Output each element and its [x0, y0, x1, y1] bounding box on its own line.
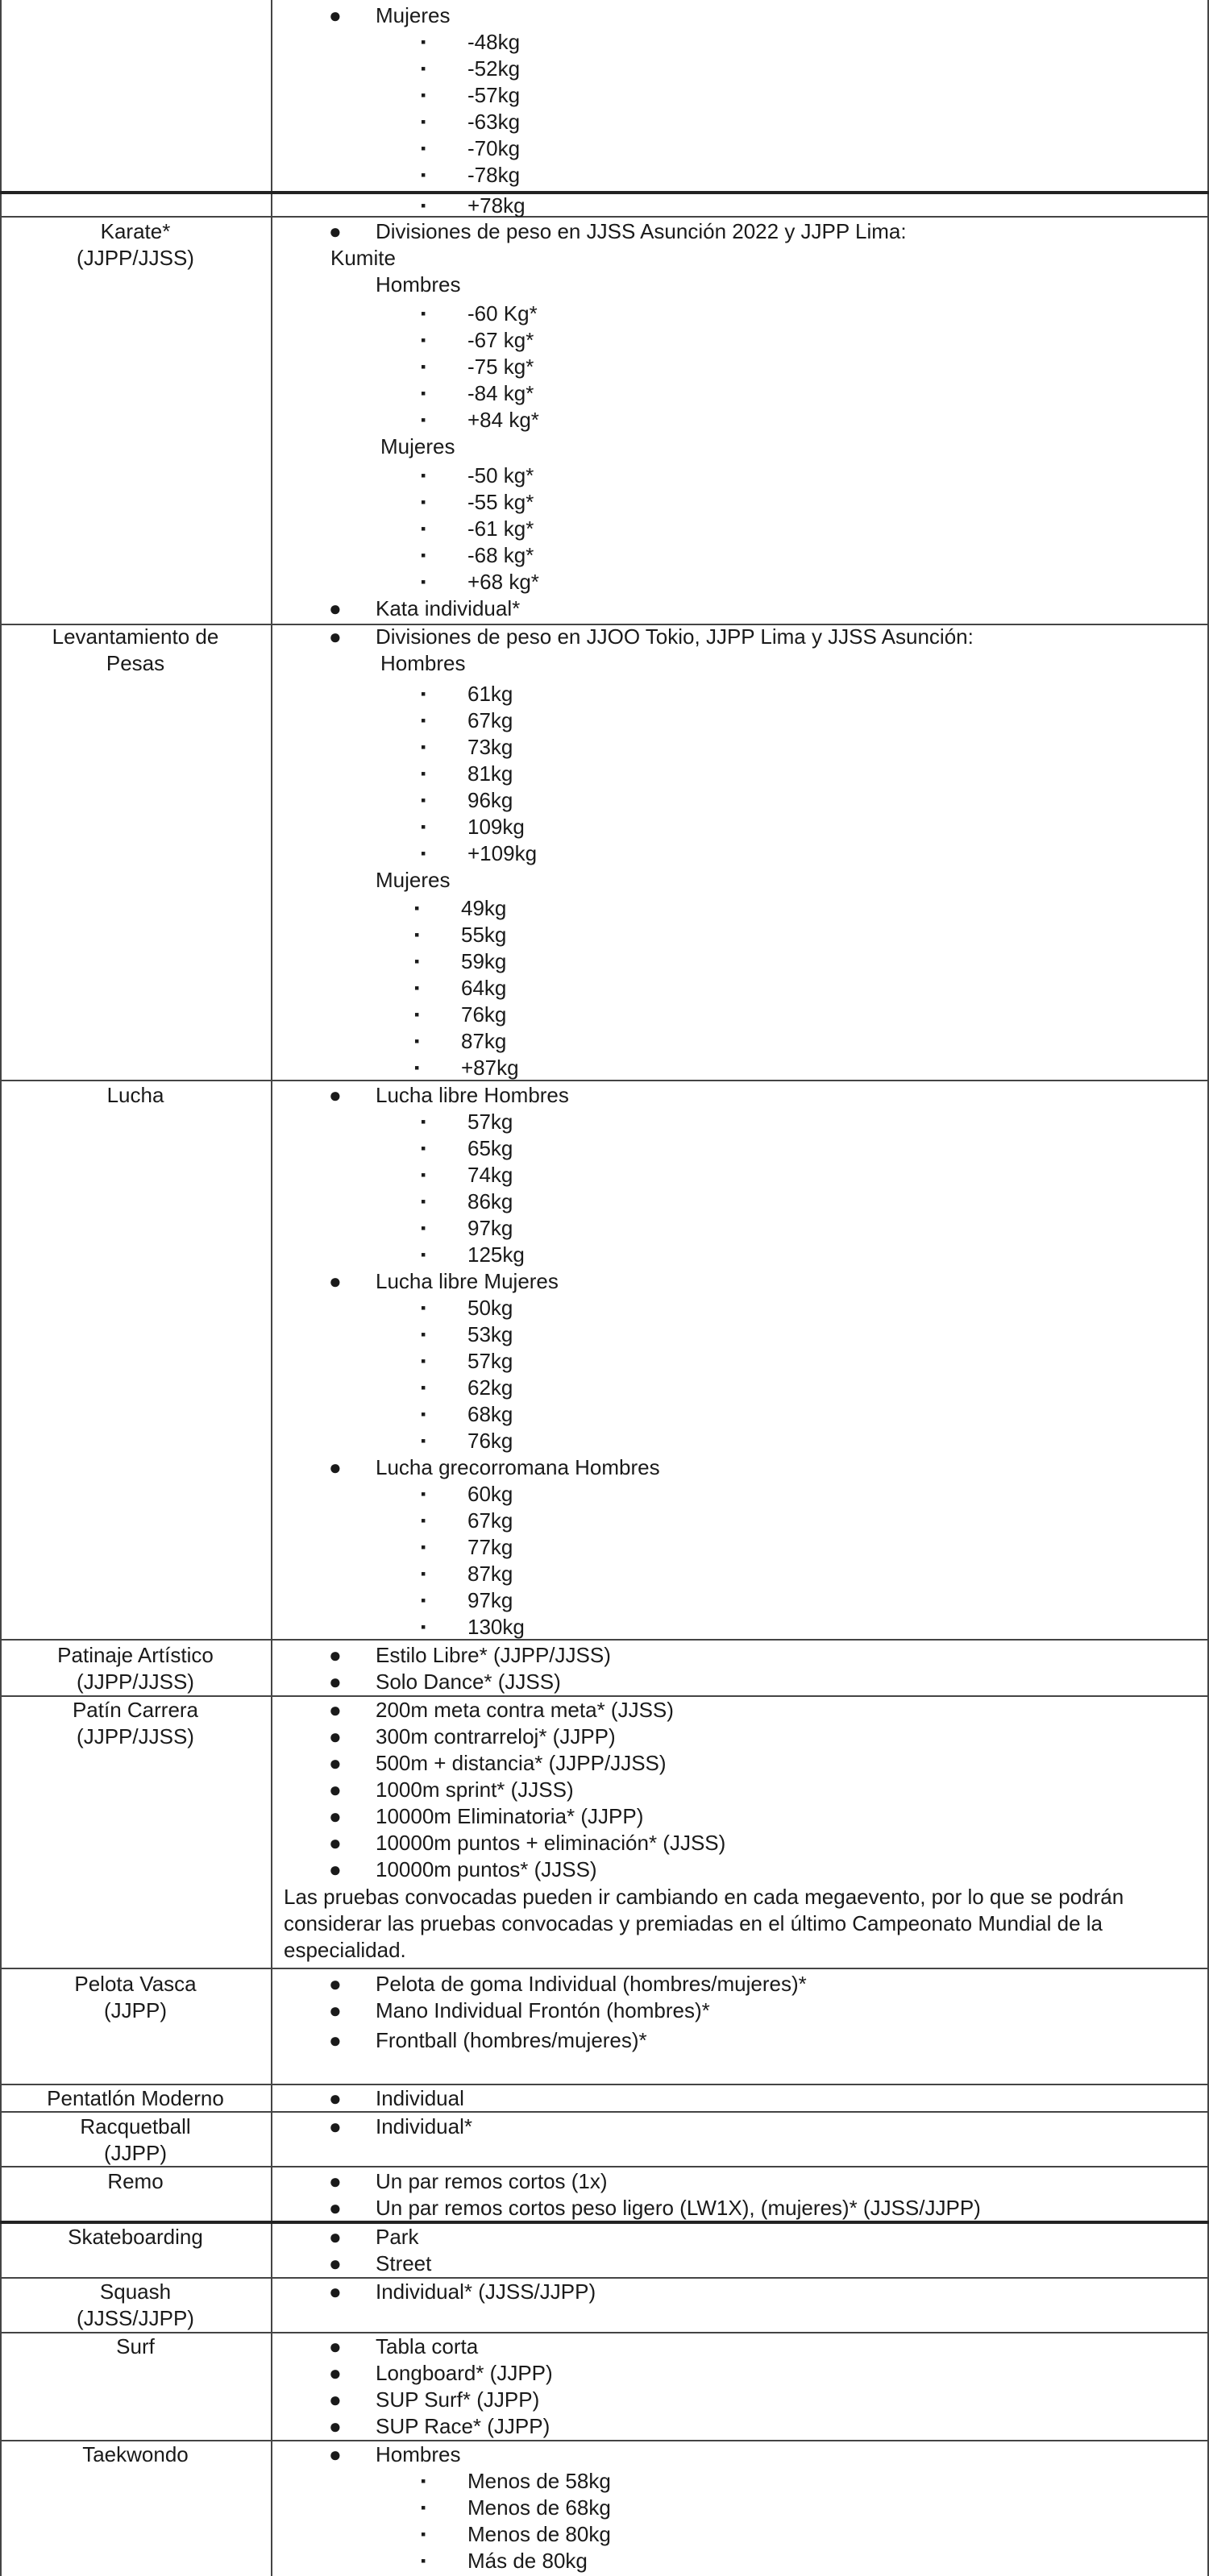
square-bullet: ▪	[414, 1006, 420, 1023]
bullet: ●	[329, 2334, 342, 2358]
list-item: Frontball (hombres/mujeres)*	[376, 2028, 647, 2052]
bullet: ●	[329, 2225, 342, 2249]
weight-item: -52kg	[467, 56, 521, 81]
square-bullet: ▪	[414, 1060, 420, 1076]
weight-item: -48kg	[467, 30, 521, 54]
list-item: 500m + distancia* (JJPP/JJSS)	[376, 1751, 667, 1775]
weight-item: +87kg	[461, 1056, 519, 1080]
weight-item: -70kg	[467, 136, 521, 160]
list-item: Individual* (JJSS/JJPP)	[376, 2279, 596, 2304]
group-label: Mujeres	[376, 3, 451, 27]
bullet: ●	[329, 1724, 342, 1748]
bullet: ●	[329, 1998, 342, 2022]
square-bullet: ▪	[421, 385, 426, 401]
square-bullet: ▪	[421, 1566, 426, 1582]
weight-item: 97kg	[467, 1216, 513, 1240]
square-bullet: ▪	[421, 305, 426, 321]
weight-item: 57kg	[467, 1110, 513, 1134]
list-item: Tabla corta	[376, 2334, 479, 2358]
square-bullet: ▪	[421, 2526, 426, 2542]
bullet: ●	[329, 1698, 342, 1722]
list-item: 10000m Eliminatoria* (JJPP)	[376, 1804, 644, 1828]
weight-item: 60kg	[467, 1482, 513, 1506]
sport-name: Pelota Vasca	[74, 1972, 197, 1996]
list-item: Mano Individual Frontón (hombres)*	[376, 1998, 710, 2022]
row-divider	[0, 1639, 1209, 1641]
list-item: SUP Race* (JJPP)	[376, 2414, 550, 2438]
note-paragraph: especialidad.	[284, 1938, 406, 1962]
square-bullet: ▪	[421, 686, 426, 702]
sport-name: Racquetball	[80, 2114, 191, 2138]
list-item: Street	[376, 2251, 432, 2275]
square-bullet: ▪	[421, 845, 426, 861]
row-divider	[0, 216, 1209, 218]
group-label: Mujeres	[380, 434, 455, 458]
bullet: ●	[329, 2442, 342, 2466]
note-paragraph: Las pruebas convocadas pueden ir cambiando en cada megaevento, por lo que se podrán	[284, 1885, 1124, 1909]
square-bullet: ▪	[421, 2499, 426, 2516]
column-divider	[271, 0, 272, 2576]
group-label: Hombres	[380, 651, 466, 675]
list-item: Lucha libre Mujeres	[376, 1269, 559, 1293]
square-bullet: ▪	[414, 953, 420, 969]
square-bullet: ▪	[421, 1140, 426, 1156]
square-bullet: ▪	[421, 521, 426, 537]
square-bullet: ▪	[421, 1512, 426, 1529]
bullet: ●	[329, 1670, 342, 1694]
weight-item: 50kg	[467, 1296, 513, 1320]
subheading: Kumite	[330, 246, 396, 270]
square-bullet: ▪	[421, 332, 426, 348]
group-label: Mujeres	[376, 868, 451, 892]
sport-name: Patinaje Artístico	[57, 1643, 214, 1667]
weight-item: 62kg	[467, 1375, 513, 1400]
square-bullet: ▪	[414, 980, 420, 996]
bullet: ●	[329, 2279, 342, 2304]
list-item: Un par remos cortos peso ligero (LW1X), (mujeres)* (JJSS/JJPP)	[376, 2196, 981, 2220]
sport-qualifier: (JJPP/JJSS)	[77, 246, 194, 270]
weight-item: 73kg	[467, 735, 513, 759]
square-bullet: ▪	[414, 900, 420, 916]
list-item: 200m meta contra meta* (JJSS)	[376, 1698, 674, 1722]
list-item: 300m contrarreloj* (JJPP)	[376, 1724, 616, 1748]
weight-item: 77kg	[467, 1535, 513, 1559]
list-item: Lucha libre Hombres	[376, 1083, 569, 1107]
list-item: SUP Surf* (JJPP)	[376, 2387, 540, 2412]
square-bullet: ▪	[421, 1539, 426, 1555]
list-item: Divisiones de peso en JJSS Asunción 2022 y JJPP Lima:	[376, 219, 907, 243]
square-bullet: ▪	[421, 2473, 426, 2489]
weight-item: 64kg	[461, 976, 507, 1000]
weight-item: -60 Kg*	[467, 301, 538, 326]
list-item: Individual	[376, 2086, 464, 2110]
sport-name: Karate*	[100, 219, 171, 243]
square-bullet: ▪	[421, 114, 426, 130]
weight-item: +109kg	[467, 841, 538, 865]
weight-item: 125kg	[467, 1242, 525, 1267]
weight-item: -50 kg*	[467, 463, 534, 487]
bullet: ●	[329, 2114, 342, 2138]
square-bullet: ▪	[421, 359, 426, 375]
weight-item: 57kg	[467, 1349, 513, 1373]
weight-item: -78kg	[467, 163, 521, 187]
bullet: ●	[329, 1643, 342, 1667]
square-bullet: ▪	[421, 1619, 426, 1635]
weight-item: -63kg	[467, 110, 521, 134]
bullet: ●	[329, 2251, 342, 2275]
bullet: ●	[329, 2086, 342, 2110]
bullet: ●	[329, 2361, 342, 2385]
bullet: ●	[329, 2414, 342, 2438]
bullet: ●	[329, 1804, 342, 1828]
list-item: Longboard* (JJPP)	[376, 2361, 553, 2385]
square-bullet: ▪	[421, 765, 426, 782]
square-bullet: ▪	[421, 87, 426, 103]
row-divider	[0, 1968, 1209, 1969]
bullet: ●	[329, 1083, 342, 1107]
square-bullet: ▪	[421, 1592, 426, 1608]
weight-item: 109kg	[467, 815, 525, 839]
bullet: ●	[329, 1857, 342, 1881]
square-bullet: ▪	[421, 1247, 426, 1263]
list-item: Individual*	[376, 2114, 472, 2138]
weight-item: Menos de 68kg	[467, 2495, 611, 2520]
square-bullet: ▪	[421, 2553, 426, 2569]
list-item: Lucha grecorromana Hombres	[376, 1455, 660, 1479]
list-item: 10000m puntos + eliminación* (JJSS)	[376, 1831, 726, 1855]
sport-qualifier: (JJPP/JJSS)	[77, 1724, 194, 1748]
square-bullet: ▪	[414, 1033, 420, 1049]
group-label: Hombres	[376, 272, 461, 297]
square-bullet: ▪	[421, 739, 426, 755]
weight-item: Más de 80kg	[467, 2549, 588, 2573]
square-bullet: ▪	[421, 467, 426, 483]
square-bullet: ▪	[421, 494, 426, 510]
weight-item: -57kg	[467, 83, 521, 107]
weight-item: -75 kg*	[467, 355, 534, 379]
list-item: 1000m sprint* (JJSS)	[376, 1777, 574, 1802]
bullet: ●	[329, 1455, 342, 1479]
weight-item: 86kg	[467, 1189, 513, 1213]
weight-item: 55kg	[461, 923, 507, 947]
square-bullet: ▪	[421, 1406, 426, 1422]
weight-item: +68 kg*	[467, 570, 539, 594]
weight-item: 76kg	[467, 1429, 513, 1453]
sport-qualifier: (JJPP/JJSS)	[77, 1670, 194, 1694]
square-bullet: ▪	[421, 1486, 426, 1502]
sport-qualifier: (JJSS/JJPP)	[77, 2306, 194, 2330]
sport-name-cont: Pesas	[106, 651, 165, 675]
sport-qualifier: (JJPP)	[104, 1998, 167, 2022]
square-bullet: ▪	[421, 197, 426, 214]
square-bullet: ▪	[421, 167, 426, 183]
weight-item: 81kg	[467, 761, 513, 786]
bullet: ●	[329, 1269, 342, 1293]
row-divider	[0, 191, 1209, 194]
bullet: ●	[329, 624, 342, 649]
square-bullet: ▪	[421, 1300, 426, 1316]
list-item: Hombres	[376, 2442, 461, 2466]
weight-item: 130kg	[467, 1615, 525, 1639]
weight-item: 76kg	[461, 1002, 507, 1027]
square-bullet: ▪	[421, 1167, 426, 1183]
square-bullet: ▪	[421, 574, 426, 590]
square-bullet: ▪	[421, 792, 426, 808]
weight-item: 74kg	[467, 1163, 513, 1187]
square-bullet: ▪	[421, 60, 426, 77]
weight-item: 53kg	[467, 1322, 513, 1346]
weight-item: 67kg	[467, 1508, 513, 1533]
weight-item: 59kg	[461, 949, 507, 973]
weight-item: 67kg	[467, 708, 513, 732]
square-bullet: ▪	[421, 547, 426, 563]
list-item: Divisiones de peso en JJOO Tokio, JJPP Lima y JJSS Asunción:	[376, 624, 974, 649]
square-bullet: ▪	[421, 1353, 426, 1369]
weight-item: 96kg	[467, 788, 513, 812]
weight-item: 61kg	[467, 682, 513, 706]
list-item: Kata individual*	[376, 596, 521, 620]
bullet: ●	[329, 1751, 342, 1775]
sport-name: Skateboarding	[68, 2225, 203, 2249]
square-bullet: ▪	[421, 140, 426, 156]
bullet: ●	[329, 2028, 342, 2052]
list-item: Estilo Libre* (JJPP/JJSS)	[376, 1643, 611, 1667]
list-item: Park	[376, 2225, 419, 2249]
weight-item: +78kg	[467, 193, 526, 218]
square-bullet: ▪	[421, 1433, 426, 1449]
bullet: ●	[329, 2196, 342, 2220]
square-bullet: ▪	[421, 1220, 426, 1236]
square-bullet: ▪	[421, 1379, 426, 1396]
list-item: 10000m puntos* (JJSS)	[376, 1857, 597, 1881]
sport-qualifier: (JJPP)	[104, 2141, 167, 2165]
sport-name: Taekwondo	[82, 2442, 189, 2466]
bullet: ●	[329, 1831, 342, 1855]
sport-name: Squash	[99, 2279, 172, 2304]
weight-item: -55 kg*	[467, 490, 534, 514]
weight-item: +84 kg*	[467, 408, 539, 432]
square-bullet: ▪	[421, 712, 426, 728]
list-item: Un par remos cortos (1x)	[376, 2169, 608, 2193]
row-divider	[0, 1080, 1209, 1081]
weight-item: 97kg	[467, 1588, 513, 1612]
square-bullet: ▪	[421, 1114, 426, 1130]
weight-item: 87kg	[461, 1029, 507, 1053]
weight-item: -67 kg*	[467, 328, 534, 352]
square-bullet: ▪	[421, 34, 426, 50]
weight-item: 65kg	[467, 1136, 513, 1160]
square-bullet: ▪	[421, 1326, 426, 1342]
bullet: ●	[329, 1972, 342, 1996]
square-bullet: ▪	[421, 1193, 426, 1209]
weight-item: Menos de 58kg	[467, 2469, 611, 2493]
sport-name: Patín Carrera	[72, 1698, 199, 1722]
weight-item: -68 kg*	[467, 543, 534, 567]
list-item: Pelota de goma Individual (hombres/mujeres)*	[376, 1972, 807, 1996]
sport-name: Levantamiento de	[52, 624, 219, 649]
square-bullet: ▪	[414, 927, 420, 943]
weight-item: 49kg	[461, 896, 507, 920]
list-item: Solo Dance* (JJSS)	[376, 1670, 561, 1694]
weight-item: -84 kg*	[467, 381, 534, 405]
weight-item: 68kg	[467, 1402, 513, 1426]
sport-name: Lucha	[106, 1083, 164, 1107]
bullet: ●	[329, 3, 342, 27]
sport-name: Surf	[116, 2334, 155, 2358]
bullet: ●	[329, 219, 342, 243]
sport-name: Remo	[107, 2169, 164, 2193]
square-bullet: ▪	[421, 412, 426, 428]
weight-item: Menos de 80kg	[467, 2522, 611, 2546]
weight-item: 87kg	[467, 1562, 513, 1586]
weight-item: -61 kg*	[467, 516, 534, 541]
note-paragraph: considerar las pruebas convocadas y premiadas en el último Campeonato Mundial de la	[284, 1911, 1103, 1935]
bullet: ●	[329, 2387, 342, 2412]
square-bullet: ▪	[421, 819, 426, 835]
sport-name: Pentatlón Moderno	[47, 2086, 224, 2110]
bullet: ●	[329, 1777, 342, 1802]
bullet: ●	[329, 596, 342, 620]
bullet: ●	[329, 2169, 342, 2193]
